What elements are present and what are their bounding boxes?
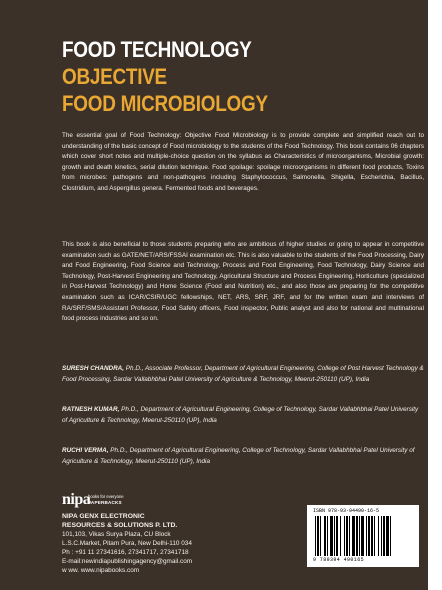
barcode-bar: [386, 516, 389, 556]
barcode-digits: 9 789394 490165: [313, 557, 365, 563]
barcode-bar: [317, 516, 319, 556]
author-name: SURESH CHANDRA,: [62, 365, 125, 372]
barcode-bar: [368, 516, 370, 556]
author-name: RUCHI VERMA,: [62, 447, 109, 454]
author-bio-ruchi-verma: [62, 446, 424, 467]
barcode-icon: [315, 516, 411, 556]
publisher-address-block: [62, 512, 192, 575]
publisher-phone: Ph : +91 11 27341616, 27341717, 27341718: [62, 549, 189, 556]
barcode-bar: [390, 516, 391, 556]
barcode-bar: [366, 516, 367, 556]
publisher-logo-mark: nipa: [62, 491, 91, 508]
publisher-logo-imprint: PAPERBACKS: [88, 500, 122, 505]
publisher-website: w ww. www.nipabooks.com: [62, 567, 140, 574]
barcode-bar: [378, 516, 379, 556]
author-bio-suresh-chandra: [62, 364, 424, 385]
barcode-bar: [346, 516, 348, 556]
author-details: Ph.D., Department of Agricultural Engineering, College of Technology, Sardar Vallabhbhai Patel University of Agriculture & Technology, Meerut-250110 (UP), India: [62, 406, 419, 424]
barcode-bar: [320, 516, 321, 556]
author-details: Ph.D., Associate Professor, Department of Agricultural Engineering, College of Post Harvest Technology & Food Processing, Sardar Vallabhbhai Patel University of Agriculture & Technology, Meerut-250110 (UP), India: [62, 365, 424, 383]
barcode-bar: [356, 516, 358, 556]
barcode-bar: [336, 516, 338, 556]
title-line-food-microbiology: FOOD MICROBIOLOGY: [62, 91, 268, 116]
author-bio-ratnesh-kumar: [62, 405, 424, 426]
barcode-bar: [327, 516, 328, 556]
isbn-barcode-box: [307, 505, 419, 567]
title-line-objective: OBJECTIVE: [62, 64, 167, 89]
barcode-bar: [352, 516, 355, 556]
barcode-bar: [315, 516, 316, 556]
title-line-food-technology: FOOD TECHNOLOGY: [62, 37, 252, 62]
barcode-bar: [324, 516, 326, 556]
publisher-address-2: L.S.C.Market, Pitam Pura, New Delhi-110 034: [62, 540, 192, 547]
barcode-bar: [361, 516, 364, 556]
barcode-bar: [359, 516, 360, 556]
publisher-address-1: 101,103, Vikas Surya Plaza, CU Block: [62, 531, 171, 538]
author-name: RATNESH KUMAR,: [62, 406, 120, 413]
barcode-bar: [383, 516, 385, 556]
barcode-bar: [349, 516, 350, 556]
publisher-name-line-2: RESOURCES & SOLUTIONS P. LTD.: [62, 522, 178, 529]
isbn-label: ISBN 978-93-94490-16-5: [313, 508, 380, 514]
publisher-name-line-1: NIPA GENX ELECTRONIC: [62, 513, 145, 520]
book-title: [62, 36, 268, 117]
barcode-bar: [334, 516, 335, 556]
barcode-bar: [381, 516, 382, 556]
publisher-logo-tagline: books for everyone: [88, 494, 124, 499]
blurb-paragraph-2: This book is also beneficial to those students preparing who are ambitious of higher studies or going to appear in competitive examination such as GATE/NET/ARS/FSSAI examination etc. This is also valuable to the students of the Food Processing, Dairy and Food Engineering, Food Science and Technology, Process and Food Engineering, Food Technology, Dairy Science and Technology, Post-Harvest Engineering and Technology, Agricultural Structure and Process Engineering, Horticulture (specialized in Post-Harvest Technology) and Home Science (Food and Nutrition) etc., and also those are preparing for the competitive examination such as ICAR/CSIR/UGC fellowships, NET, ARS, SRF, JRF, and for the written exam and interviews of RA/SRF/SMS/Assistant Professor, Food Safety officers, Food inspector, Public analyst and also for national and multinational food process industries and so on.: [62, 241, 424, 323]
barcode-bar: [371, 516, 373, 556]
barcode-bar: [374, 516, 375, 556]
barcode-bar: [340, 516, 341, 556]
blurb-paragraph-1: The essential goal of Food Technology: Objective Food Microbiology is to provide complete and simplified reach out to understanding of the basic concept of Food microbiology to the students of the Food Technology. This book contains 06 chapters which cover short notes and multiple-choice question on the syllabus as Characteristics of microorganisms, Microbial growth: growth and death kinetics, serial dilution technique. Food spoilage: spoilage microorganisms in different food products, Toxins from microbes: pathogens and non-pathogens including Staphylococcus, Salmonella, Shigella, Escherichia, Bacillus, Clostridium, and Aspergillus genera. Fermented foods and beverages.: [62, 132, 424, 192]
publisher-logo: [62, 492, 122, 508]
barcode-bar: [330, 516, 333, 556]
publisher-email: E-mail:newindiapublishingagency@gmail.com: [62, 558, 193, 565]
author-details: Ph.D., Department of Agricultural Engineering, College of Technology, Sardar Vallabhbhai Patel University of Agriculture & Technology, Meerut-250110 (UP), India: [62, 447, 415, 465]
barcode-bar: [344, 516, 345, 556]
